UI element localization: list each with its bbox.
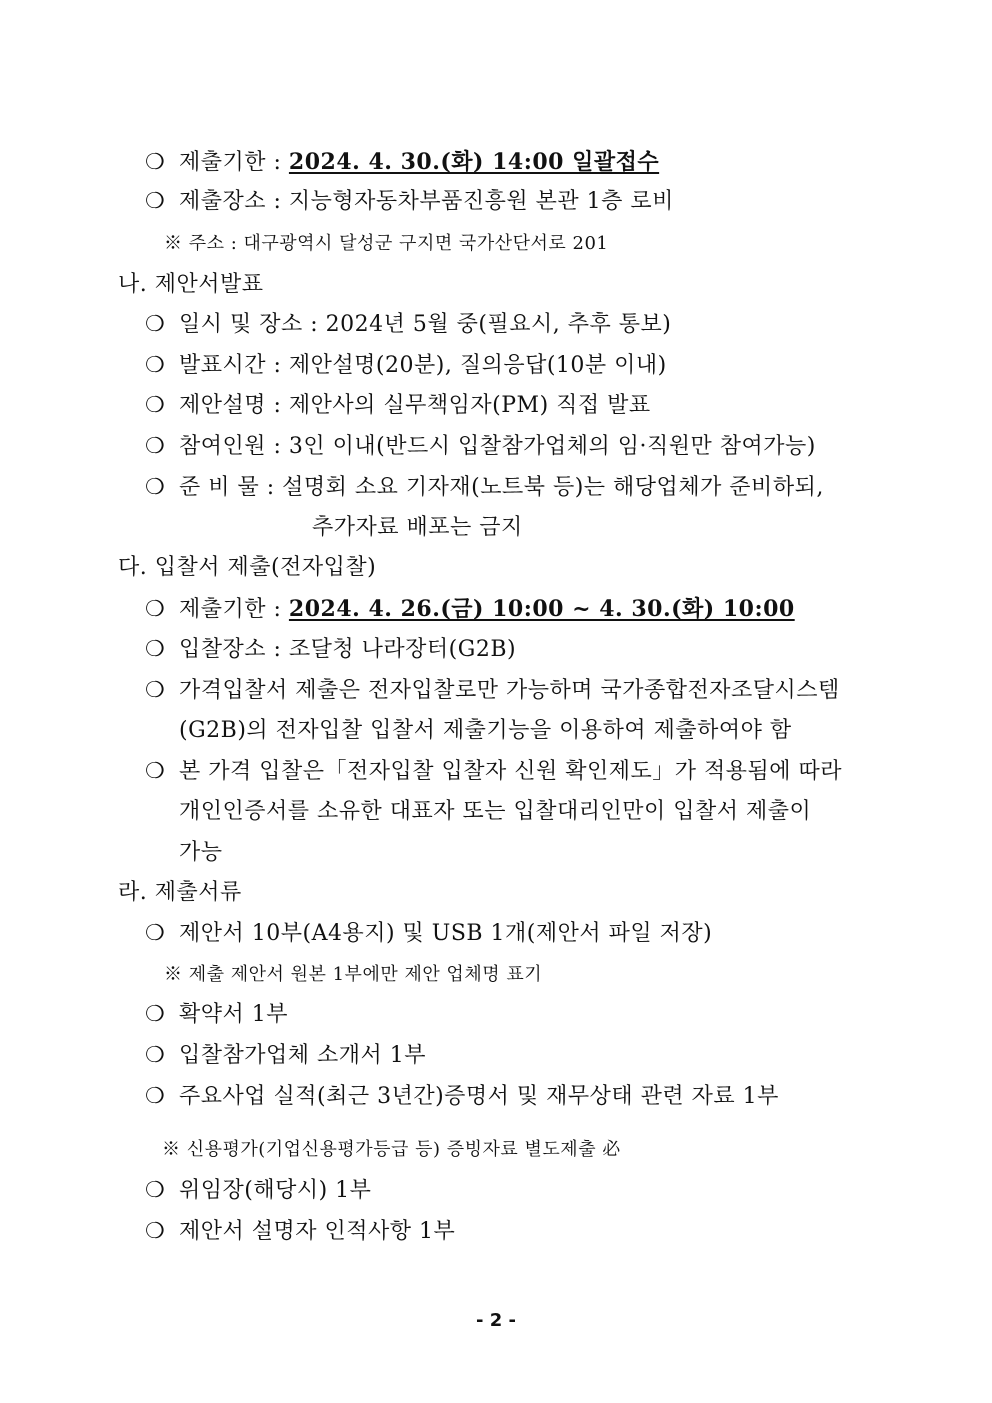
auth-item: [145, 757, 842, 787]
bid-deadline-item: [145, 594, 795, 625]
submission-place-item: [145, 187, 674, 217]
list-item: [145, 310, 671, 340]
circle-bullet-icon: ❍: [145, 1043, 166, 1068]
proposal-item: [145, 919, 712, 949]
circle-bullet-icon: ❍: [145, 1178, 166, 1203]
list-item-text: 주요사업 실적(최근 3년간)증명서 및 재무상태 관련 자료 1부: [179, 1084, 779, 1109]
list-item-text: 일시 및 장소 : 2024년 5월 중(필요시, 추후 통보): [179, 312, 672, 337]
circle-bullet-icon: ❍: [145, 1219, 166, 1244]
list-item-text: 제안설명 : 제안사의 실무책임자(PM) 직접 발표: [179, 393, 651, 418]
circle-bullet-icon: ❍: [145, 434, 166, 459]
list-item: [145, 473, 824, 503]
circle-bullet-icon: ❍: [145, 393, 166, 418]
circle-bullet-icon: ❍: [145, 1084, 166, 1109]
list-item-continuation: 추가자료 배포는 금지: [312, 515, 523, 540]
list-item: [145, 1000, 288, 1030]
price-bid-line2: (G2B)의 전자입찰 입찰서 제출기능을 이용하여 제출하여야 함: [179, 718, 792, 743]
circle-bullet-icon: ❍: [145, 189, 166, 214]
deadline-value: 2024. 4. 30.(화) 14:00 일괄접수: [288, 149, 660, 175]
list-item-text: 발표시간 : 제안설명(20분), 질의응답(10분 이내): [179, 353, 667, 378]
address-note: ※ 주소 : 대구광역시 달성군 구지면 국가산단서로 201: [164, 233, 609, 254]
price-bid-item: [145, 676, 840, 706]
auth-line2: 개인인증서를 소유한 대표자 또는 입찰대리인만이 입찰서 제출이: [179, 799, 812, 824]
deadline-label: 제출기한 :: [179, 150, 289, 175]
bid-deadline-label: 제출기한 :: [179, 597, 289, 622]
circle-bullet-icon: ❍: [145, 475, 166, 500]
credit-note: ※ 신용평가(기업신용평가등급 등) 증빙자료 별도제출 必: [162, 1139, 621, 1160]
bid-deadline-value: 2024. 4. 26.(금) 10:00 ~ 4. 30.(화) 10:00: [288, 596, 795, 622]
list-item: [145, 351, 667, 381]
list-item-text: 입찰참가업체 소개서 1부: [179, 1043, 427, 1068]
auth-line3: 가능: [179, 840, 223, 865]
auth-line1: 본 가격 입찰은「전자입찰 입찰자 신원 확인제도」가 적용됨에 따라: [179, 759, 843, 784]
section-heading-bid-submission: 다. 입찰서 제출(전자입찰): [118, 555, 377, 580]
list-item-text: 제안서 설명자 인적사항 1부: [179, 1219, 456, 1244]
list-item: [145, 432, 816, 462]
page-number: - 2 -: [476, 1310, 516, 1331]
list-item-text: 위임장(해당시) 1부: [179, 1178, 372, 1203]
proposal-note: ※ 제출 제안서 원본 1부에만 제안 업체명 표기: [164, 964, 543, 985]
circle-bullet-icon: ❍: [145, 921, 166, 946]
circle-bullet-icon: ❍: [145, 637, 166, 662]
list-item: [145, 1041, 426, 1071]
proposal-text: 제안서 10부(A4용지) 및 USB 1개(제안서 파일 저장): [179, 921, 713, 946]
deadline-item: [145, 147, 659, 178]
bid-place-item: [145, 635, 516, 665]
price-bid-line1: 가격입찰서 제출은 전자입찰로만 가능하며 국가종합전자조달시스템: [179, 678, 840, 703]
circle-bullet-icon: ❍: [145, 353, 166, 378]
circle-bullet-icon: ❍: [145, 759, 166, 784]
list-item: [145, 1176, 371, 1206]
list-item: [145, 1082, 779, 1112]
circle-bullet-icon: ❍: [145, 150, 166, 175]
list-item-text: 준 비 물 : 설명회 소요 기자재(노트북 등)는 해당업체가 준비하되,: [179, 475, 824, 500]
section-heading-documents: 라. 제출서류: [118, 880, 242, 905]
circle-bullet-icon: ❍: [145, 312, 166, 337]
circle-bullet-icon: ❍: [145, 678, 166, 703]
bid-place-text: 입찰장소 : 조달청 나라장터(G2B): [179, 637, 517, 662]
circle-bullet-icon: ❍: [145, 597, 166, 622]
submission-place-text: 제출장소 : 지능형자동차부품진흥원 본관 1층 로비: [179, 189, 674, 214]
section-heading-presentation: 나. 제안서발표: [118, 272, 264, 297]
list-item: [145, 391, 651, 421]
list-item-text: 참여인원 : 3인 이내(반드시 입찰참가업체의 임·직원만 참여가능): [179, 434, 816, 459]
list-item: [145, 1217, 455, 1247]
list-item-text: 확약서 1부: [179, 1002, 288, 1027]
circle-bullet-icon: ❍: [145, 1002, 166, 1027]
